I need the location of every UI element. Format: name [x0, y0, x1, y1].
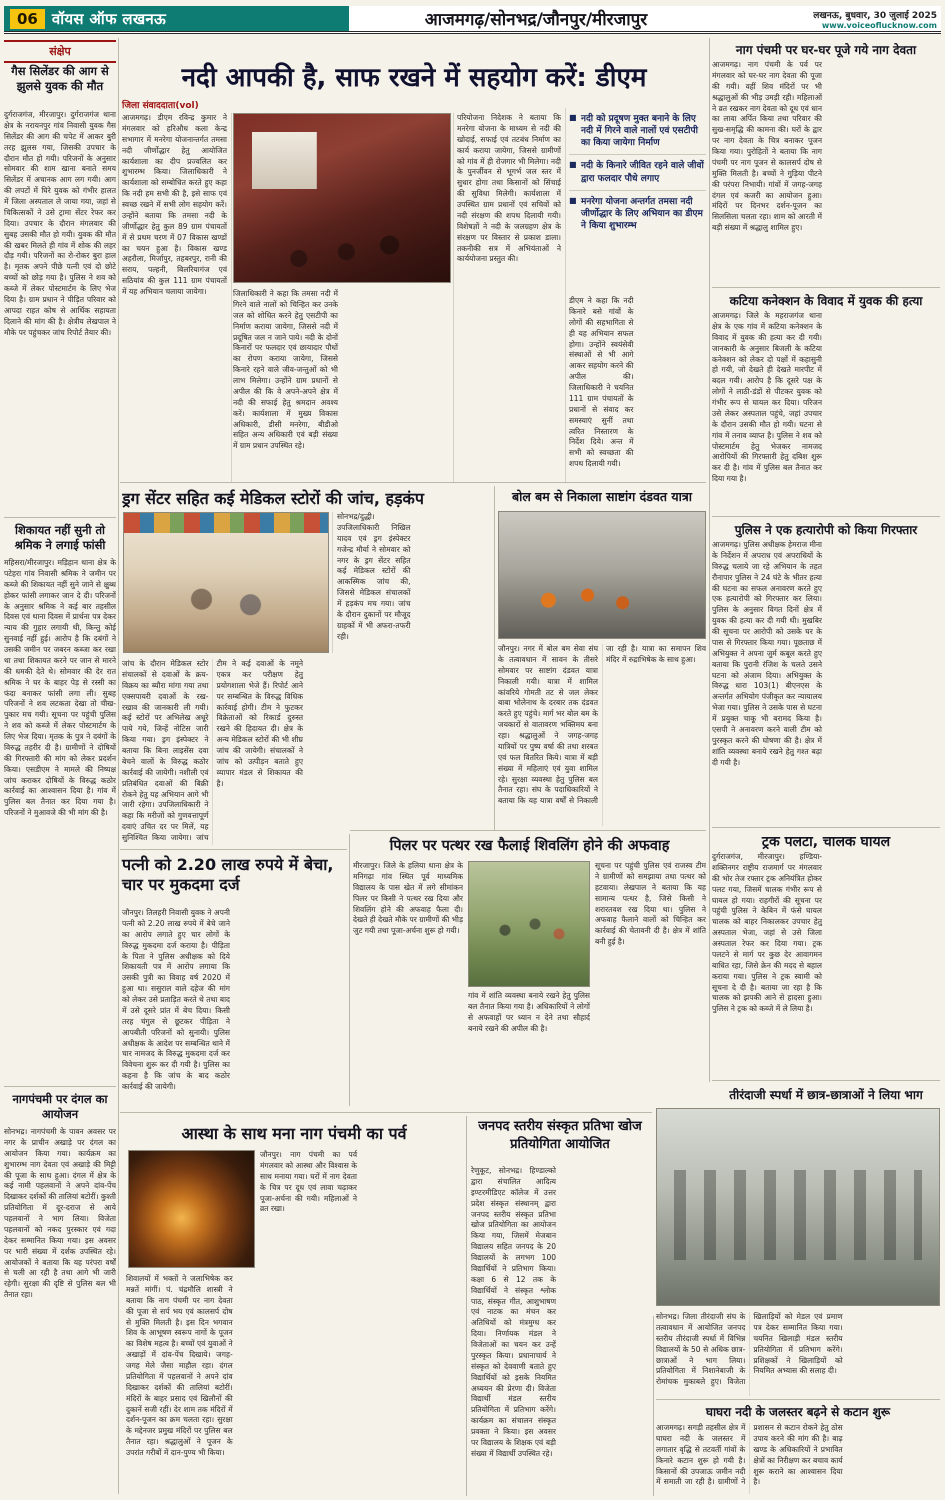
column-divider: [494, 486, 495, 830]
page-number: 06: [10, 9, 45, 29]
headline-katiya-murder: कटिया कनेक्शन के विवाद में युवक की हत्या: [729, 294, 923, 308]
headline-murder-arrest: पुलिस ने एक हत्यारोपी को किया गिरफ्तार: [734, 523, 918, 537]
headline-medical-raid: ड्रग सेंटर सहित कई मेडिकल स्टोरों की जांच, हड़कंप: [122, 489, 424, 508]
body-text: महिसरा/मीरजापुर। मड़िहान थाना क्षेत्र के पटेहरा गांव निवासी श्रमिक ने जमीन पर कब्जे की शिकायत नहीं सुने जाने से क्षुब्ध होकर फांसी लगाकर जान दे दी। परिजनों के अनुसार श्रमिक ने कई बार तहसील दिवस एवं थाना दिवस में प्रार्थना पत्र देकर न्याय की गुहार लगायी थी, किन्तु कोई सुनवाई नहीं हुई। आरोप है कि दबंगों ने उसकी जमीन पर जबरन कब्जा कर रखा था तथा शिकायत करने पर जान से मारने की धमकी देते थे। सोमवार की देर रात श्रमिक ने घर के बाहर पेड़ से रस्सी का फंदा बनाकर फांसी लगा ली। सुबह परिजनों ने शव लटकता देखा तो चीख-पुकार मच गयी। सूचना पर पहुंची पुलिस ने शव को कब्जे में लेकर पोस्टमार्टम के लिए भेज दिया। मृतक के पुत्र ने दबंगों के विरुद्ध तहरीर दी है। ग्रामीणों ने दोषियों की गिरफ्तारी की मांग को लेकर प्रदर्शन किया। एसडीएम ने मामले की निष्पक्ष जांच कराकर दोषियों के विरुद्ध कठोर कार्रवाई का आश्वासन दिया है। गांव में पुलिस बल तैनात कर दिया गया है। परिजनों ने मुआवजे की भी मांग की है।: [4, 558, 116, 818]
body-text: डीएम ने कहा कि नदी किनारे बसे गांवों के लोगों की सहभागिता से ही यह अभियान सफल होगा। उन्होंने स्वयंसेवी संस्थाओं से भी आगे आकर सहयोग करने की अपील की। जिलाधिकारी ने चयनित 111 ग्राम पंचायतों के प्रधानों से संवाद कर समस्याएं सुनीं तथा त्वरित निस्तारण के निर्देश दिये। अन्त में सभी को स्वच्छता की शपथ दिलायी गयी।: [569, 296, 634, 469]
column-divider: [709, 38, 710, 1082]
column-divider: [653, 1316, 654, 1496]
body-text: आजमगढ़। पुलिस अधीक्षक हेमराज मीना के निर्देशन में अपराध एवं अपराधियों के विरुद्ध चलाये जा रहे अभियान के तहत रौनापार पुलिस ने 24 घंटे के भीतर हत्या की घटना का सफल अनावरण करते हुए एक हत्यारोपी को गिरफ्तार कर लिया। पुलिस के अनुसार विगत दिनों क्षेत्र में युवक की हत्या कर दी गयी थी। मुखबिर की सूचना पर आरोपी को उसके घर के पास से गिरफ्तार किया गया। पूछताछ में अभियुक्त ने अपना जुर्म कबूल करते हुए बताया कि पुरानी रंजिश के चलते उसने घटना को अंजाम दिया। अभियुक्त के विरुद्ध धारा 103(1) बीएनएस के अन्तर्गत अभियोग पंजीकृत कर न्यायालय भेजा गया। पुलिस ने उसके पास से घटना में प्रयुक्त चाकू भी बरामद किया है। एसपी ने अनावरण करने वाली टीम को पुरस्कृत करने की घोषणा की है। क्षेत्र में शांति व्यवस्था बनाये रखने हेतु गश्त बढ़ा दी गयी है।: [712, 540, 822, 767]
bullet-item: ■ नदी के किनारे जीवित रहने वाले जीवों द्वारा फलदार पौधे लगाए: [569, 155, 706, 190]
body-text: आजमगढ़। जिले के महराजगंज थाना क्षेत्र के एक गांव में कटिया कनेक्शन के विवाद में युवक की हत्या कर दी गयी। जानकारी के अनुसार बिजली के कटिया कनेक्शन को लेकर दो पक्षों में कहासुनी हो गयी, जो देखते ही देखते मारपीट में बदल गयी। आरोप है कि दूसरे पक्ष के लोगों ने लाठी-डंडों से पीटकर युवक को गंभीर रूप से घायल कर दिया। परिजन उसे लेकर अस्पताल पहुंचे, जहां उपचार के दौरान उसकी मौत हो गयी। घटना से गांव में तनाव व्याप्त है। पुलिस ने शव को पोस्टमार्टम हेतु भेजकर नामजद आरोपियों की गिरफ्तारी हेतु दबिश शुरू कर दी है। गांव में पुलिस बल तैनात कर दिया गया है।: [712, 311, 822, 484]
headline-pillar-rumor: पिलर पर पत्थर रख फैलाई शिवलिंग होने की अफवाह: [389, 838, 670, 854]
section-divider: [712, 516, 940, 517]
section-divider: [656, 1399, 940, 1400]
website-link[interactable]: www.voiceoflucknow.com: [821, 20, 937, 30]
brief-section-label: संक्षेप: [4, 40, 116, 63]
body-text: सोनभद्र/दुद्धी। उपजिलाधिकारी निखिल यादव एवं ड्रग इंस्पेक्टर गजेन्द्र मौर्या ने सोमवार को नगर के ड्रग सेंटर सहित कई मेडिकल स्टोरों की आकस्मिक जांच की, जिससे मेडिकल संचालकों में हड़कंप मच गया। जांच के दौरान दुकानों पर मौजूद ग्राहकों में भी अफरा-तफरी रही।: [337, 512, 411, 641]
paper-name: वॉयस ऑफ लखनऊ: [51, 9, 167, 28]
body-text: सोनभद्र। जिला तीरंदाजी संघ के तत्वावधान में आयोजित जनपद स्तरीय तीरंदाजी स्पर्धा में विभिन्न विद्यालयों के 50 से अधिक छात्र-छात्राओं ने भाग लिया। प्रतियोगिता में निशानेबाजी के रोमांचक मुकाबले हुए। विजेता खिलाड़ियों को मेडल एवं प्रमाण पत्र देकर सम्मानित किया गया। चयनित खिलाड़ी मंडल स्तरीय प्रतियोगिता में प्रतिभाग करेंगे। प्रशिक्षकों ने खिलाड़ियों को नियमित अभ्यास की सलाह दी।: [656, 1312, 843, 1387]
edition-regions: आजमगढ़/सोनभद्र/जौनपुर/मीरजापुर: [424, 10, 648, 30]
column-divider: [349, 834, 350, 1106]
body-text: जिलाधिकारी ने कहा कि तमसा नदी में गिरने वाले नालों को चिन्हित कर उनके जल को शोधित करने हेतु एसटीपी का निर्माण कराया जायेगा, जिससे नदी में प्रदूषित जल न जाने पाये। नदी के दोनों किनारों पर फलदार एवं छायादार पौधों का रोपण कराया जायेगा, जिससे किनारे रहने वाले जीव-जन्तुओं को भी लाभ मिलेगा। उन्होंने ग्राम प्रधानों से अपील की कि वे अपने-अपने क्षेत्र में नदी की सफाई हेतु श्रमदान अवश्य करें। कार्यशाला में मुख्य विकास अधिकारी, डीसी मनरेगा, बीडीओ सहित अन्य अधिकारी एवं बड़ी संख्या में ग्राम प्रधान उपस्थित रहे।: [233, 289, 338, 451]
section-divider: [712, 287, 940, 288]
column-divider: [231, 113, 232, 482]
masthead-right: [723, 6, 941, 31]
medical-store-photo: [123, 512, 329, 653]
body-text: जांच के दौरान मेडिकल स्टोर संचालकों से दवाओं के क्रय-विक्रय का ब्यौरा मांगा गया तथा एक्सपायरी दवाओं के रख-रखाव की जानकारी ली गयी। कई स्टोरों पर अभिलेख अधूरे पाये गये, जिन्हें नोटिस जारी किया गया। ड्रग इंस्पेक्टर ने बताया कि बिना लाइसेंस दवा बेचने वालों के विरुद्ध कठोर कार्रवाई की जायेगी। नशीली एवं प्रतिबंधित दवाओं की बिक्री रोकने हेतु यह अभियान आगे भी जारी रहेगा। उपजिलाधिकारी ने कहा कि मरीजों को गुणवत्तापूर्ण दवाएं उचित दर पर मिलें, यह सुनिश्चित किया जायेगा। जांच टीम ने कई दवाओं के नमूने एकत्र कर परीक्षण हेतु प्रयोगशाला भेजे हैं। रिपोर्ट आने पर सम्बन्धित के विरुद्ध विधिक कार्रवाई होगी। टीम ने फुटकर विक्रेताओं को रिकार्ड दुरुस्त रखने की हिदायत दी। क्षेत्र के अन्य मेडिकल स्टोरों की भी शीघ्र जांच की जायेगी। संचालकों ने जांच को उत्पीड़न बताते हुए व्यापार मंडल से शिकायत की है।: [122, 659, 303, 842]
section-divider: [4, 517, 116, 518]
section-divider: [120, 849, 347, 850]
body-text: आजमगढ़। डीएम रविन्द्र कुमार ने मंगलवार को हरिऔध कला केन्द्र सभागार में मनरेगा योजनान्तर्गत तमसा नदी जीर्णोद्धार हेतु आयोजित कार्यशाला का दीप प्रज्वलित कर शुभारम्भ किया। जिलाधिकारी ने कार्यशाला को सम्बोधित करते हुए कहा कि नदी हम सभी की है, इसे साफ एवं स्वच्छ रखने में सभी लोग सहयोग करें। उन्होंने बताया कि तमसा नदी के जीर्णोद्धार हेतु कुल 89 ग्राम पंचायतों में से प्रथम चरण में 07 विकास खण्डों का चयन हुआ है। विकास खण्ड अहरौला, मिर्जापुर, तहबरपुर, रानी की सराय, पल्हनी, बिलरियागंज एवं सठियांव की कुल 111 ग्राम पंचायतों में यह अभियान चलाया जायेगा।: [122, 113, 227, 296]
archery-event-photo: [656, 1108, 940, 1306]
body-text: गांव में शांति व्यवस्था बनाये रखने हेतु पुलिस बल तैनात किया गया है। अधिकारियों ने लोगों से अफवाहों पर ध्यान न देने तथा सौहार्द बनाये रखने की अपील की है।: [468, 991, 590, 1033]
column-divider: [565, 108, 566, 482]
headline-bol-bam: बोल बम से निकाला साष्टांग दंडवत यात्रा: [511, 489, 693, 504]
headline-archery: तीरंदाजी स्पर्धा में छात्र-छात्राओं ने लिया भाग: [729, 1088, 923, 1102]
body-text: आजमगढ़। नाग पंचमी के पर्व पर मंगलवार को घर-घर नाग देवता की पूजा की गयी। वहीं शिव मंदिरों पर भी श्रद्धालुओं की भीड़ उमड़ी रही। महिलाओं ने व्रत रखकर नाग देवता को दूध एवं धान का लावा अर्पित किया तथा परिवार की सुख-समृद्धि की कामना की। घरों के द्वार पर नाग देवता के चित्र बनाकर पूजन किया गया। पुरोहितों ने बताया कि नाग पंचमी पर नाग पूजन से कालसर्प दोष से मुक्ति मिलती है। बच्चों ने गुड़िया पीटने की परंपरा निभायी। गांवों में जगह-जगह दंगल एवं कजरी का आयोजन हुआ। मंदिरों पर दिनभर दर्शन-पूजन का सिलसिला चलता रहा। शाम को आरती में बड़ी संख्या में श्रद्धालु शामिल हुए।: [712, 60, 822, 233]
bullet-item: ■ नदी को प्रदूषण मुक्त बनाने के लिए नदी में गिरने वाले नालों एवं एसटीपी का किया जायेगा निर्माण: [569, 108, 706, 155]
section-divider: [712, 1080, 940, 1081]
puja-ritual-photo: [128, 1150, 255, 1268]
body-text: जौनपुर। नगर में बोल बम सेवा संघ के तत्वावधान में सावन के तीसरे सोमवार पर साष्टांग दंडवत यात्रा निकाली गयी। यात्रा में शामिल कांवरिये गोमती तट से जल लेकर बाबा भोलेनाथ के दरबार तक दंडवत करते हुए पहुंचे। मार्ग भर बोल बम के जयकारों से वातावरण भक्तिमय बना रहा। श्रद्धालुओं ने जगह-जगह यात्रियों पर पुष्प वर्षा की तथा शरबत एवं फल वितरित किये। यात्रा में बड़ी संख्या में महिलाएं एवं युवा शामिल रहे। सुरक्षा व्यवस्था हेतु पुलिस बल तैनात रहा। संघ के पदाधिकारियों ने बताया कि यह यात्रा वर्षों से निकाली जा रही है। यात्रा का समापन शिव मंदिर में रुद्राभिषेक के साथ हुआ।: [498, 644, 706, 806]
headline-sanskrit-contest: जनपद स्तरीय संस्कृत प्रतिभा खोज प्रतियोगिता आयोजित: [478, 1119, 642, 1152]
headline-dm-river: नदी आपकी है, साफ रखने में सहयोग करें: डीएम: [181, 63, 647, 93]
byline: जिला संवाददाता(vol): [122, 101, 199, 111]
body-text: मीरजापुर। जिले के हलिया थाना क्षेत्र के मनिगढ़ा गांव स्थित पूर्व माध्यमिक विद्यालय के पास खेत में लगे सीमांकन पिलर पर किसी ने पत्थर रख दिया और शिवलिंग होने की अफवाह फैला दी। देखते ही देखते मौके पर ग्रामीणों की भीड़ जुट गयी तथा पूजा-अर्चना शुरू हो गयी।: [353, 861, 463, 936]
body-text: दुर्गराजगंज, मीरजापुर। हण्डिया-शक्तिनगर राष्ट्रीय राजमार्ग पर मंगलवार की भोर तेज रफ्तार ट्रक अनियंत्रित होकर पलट गया, जिसमें चालक गंभीर रूप से घायल हो गया। राहगीरों की सूचना पर पहुंची पुलिस ने केबिन में फंसे घायल चालक को बाहर निकालकर उपचार हेतु अस्पताल भेजा, जहां से उसे जिला अस्पताल रेफर कर दिया गया। ट्रक पलटने से मार्ग पर कुछ देर आवागमन बाधित रहा, जिसे क्रेन की मदद से बहाल कराया गया। पुलिस ने ट्रक स्वामी को सूचना दे दी है। बताया जा रहा है कि चालक को झपकी आने से हादसा हुआ। पुलिस ने ट्रक को कब्जे में ले लिया है।: [712, 852, 822, 1014]
column-divider: [118, 38, 119, 1494]
body-text: सूचना पर पहुंची पुलिस एवं राजस्व टीम ने ग्रामीणों को समझाया तथा पत्थर को हटवाया। लेखपाल ने बताया कि यह सामान्य पत्थर है, जिसे किसी ने शरारतवश रख दिया था। पुलिस ने अफवाह फैलाने वालों को चिन्हित कर कार्रवाई की चेतावनी दी है। क्षेत्र में शांति बनी हुई है।: [595, 861, 706, 947]
headline-complaint-suicide: शिकायत नहीं सुनी तो श्रमिक ने लगाई फांसी: [14, 523, 106, 552]
body-text: सोनभद्र। नागपंचमी के पावन अवसर पर नगर के प्राचीन अखाड़े पर दंगल का आयोजन किया गया। कार्यक्रम का शुभारम्भ नाग देवता एवं अखाड़े की मिट्टी की पूजा के साथ हुआ। दंगल में क्षेत्र के कई नामी पहलवानों ने अपने दांव-पेंच दिखाकर दर्शकों की तालियां बटोरीं। कुश्ती प्रतियोगिता में दूर-दराज से आये पहलवानों ने भाग लिया। विजेता पहलवानों को नकद पुरस्कार एवं गदा देकर सम्मानित किया गया। इस अवसर पर भारी संख्या में दर्शक उपस्थित रहे। आयोजकों ने बताया कि यह परंपरा वर्षों से चली आ रही है तथा आगे भी जारी रहेगी। सुरक्षा की दृष्टि से पुलिस बल भी तैनात रहा।: [4, 1127, 116, 1300]
body-text: जौनपुर। तिलहरी निवासी युवक ने अपनी पत्नी को 2.20 लाख रुपये में बेचे जाने का आरोप लगाते हुए चार लोगों के विरुद्ध मुकदमा दर्ज कराया है। पीड़िता के पिता ने पुलिस अधीक्षक को दिये शिकायती पत्र में आरोप लगाया कि उसकी पुत्री का विवाह वर्ष 2020 में हुआ था। ससुराल वाले दहेज की मांग को लेकर उसे प्रताड़ित करते थे तथा बाद में उसे दूसरे प्रांत में बेच दिया। किसी तरह चंगुल से छूटकर पीड़िता ने आपबीती परिजनों को सुनायी। पुलिस अधीक्षक के आदेश पर सम्बन्धित थाने में चार नामजद के विरुद्ध मुकदमा दर्ज कर विवेचना शुरू कर दी गयी है। पुलिस का कहना है कि जांच के बाद कठोर कार्रवाई की जायेगी।: [122, 908, 230, 1091]
headline-aastha: आस्था के साथ मना नाग पंचमी का पर्व: [181, 1124, 407, 1143]
section-divider: [712, 827, 940, 828]
body-text: जौनपुर। नाग पंचमी का पर्व मंगलवार को आस्था और विश्वास के साथ मनाया गया। घरों में नाग देवता के चित्र पर दूध एवं लावा चढ़ाकर पूजा-अर्चना की गयी। महिलाओं ने व्रत रखा।: [260, 1150, 357, 1214]
highlight-bullets: [569, 108, 706, 292]
dm-workshop-photo: [233, 113, 451, 283]
headline-gas-cylinder-death: गैस सिलेंडर की आग से झुलसे युवक की मौत: [11, 64, 109, 93]
headline-truck-overturn: ट्रक पलटा, चालक घायल: [761, 834, 891, 850]
section-divider: [120, 1112, 652, 1113]
dateline: लखनऊ, बुधवार, 30 जुलाई 2025: [813, 10, 937, 21]
section-divider: [120, 482, 706, 483]
masthead: [4, 6, 941, 34]
column-divider: [332, 512, 333, 653]
headline-ghaghra-erosion: घाघरा नदी के जलस्तर बढ़ने से कटान शुरू: [705, 1405, 891, 1419]
body-text: दुर्गराजगंज, मीरजापुर। दुर्गराजगंज थाना क्षेत्र के नरायनपुर गांव निवासी युवक गैस सिलेंडर की आग की चपेट में आकर बुरी तरह झुलस गया, जिसकी उपचार के दौरान मौत हो गयी। परिजनों के अनुसार सोमवार की शाम खाना बनाते समय सिलेंडर में अचानक आग लग गयी। आग की लपटों में घिरे युवक को गंभीर हालत में जिला अस्पताल ले जाया गया, जहां से चिकित्सकों ने उसे ट्रामा सेंटर रेफर कर दिया। उपचार के दौरान मंगलवार की सुबह उसकी मौत हो गयी। युवक की मौत की खबर मिलते ही गांव में शोक की लहर दौड़ गयी। परिजनों का रो-रोकर बुरा हाल है। मृतक अपने पीछे पत्नी एवं दो छोटे बच्चों को छोड़ गया है। पुलिस ने शव को कब्जे में लेकर पोस्टमार्टम के लिए भेज दिया है। ग्राम प्रधान ने पीड़ित परिवार को आपदा राहत कोष से आर्थिक सहायता दिलाने की मांग की है। क्षेत्रीय लेखपाल ने मौके पर पहुंचकर जांच रिपोर्ट तैयार की।: [4, 110, 116, 337]
body-text: परियोजना निदेशक ने बताया कि मनरेगा योजना के माध्यम से नदी की खोदाई, सफाई एवं तटबंध निर्माण का कार्य कराया जायेगा, जिससे ग्रामीणों को गांव में ही रोजगार भी मिलेगा। नदी के पुनर्जीवन से भूगर्भ जल स्तर में सुधार होगा तथा किसानों को सिंचाई की सुविधा मिलेगी। कार्यशाला में उपस्थित ग्राम प्रधानों एवं सचिवों को नदी संरक्षण की शपथ दिलायी गयी। विशेषज्ञों ने नदी के जलग्रहण क्षेत्र के संरक्षण पर विस्तार से प्रकाश डाला। तकनीकी सत्र में अभियंताओं ने कार्ययोजना प्रस्तुत की।: [457, 113, 561, 264]
field-pillar-photo: [468, 861, 590, 987]
column-divider: [453, 113, 454, 482]
body-text: शिवालयों में भक्तों ने जलाभिषेक कर मन्नतें मांगीं। पं. चंद्रमौलि शास्त्री ने बताया कि नाग पंचमी पर नाग देवता की पूजा से सर्प भय एवं कालसर्प दोष से मुक्ति मिलती है। इस दिन भगवान शिव के आभूषण स्वरूप नागों के पूजन का विशेष महत्व है। बच्चों एवं युवाओं ने अखाड़ों में दांव-पेंच दिखाये। जगह-जगह मेले जैसा माहौल रहा। दंगल प्रतियोगिता में पहलवानों ने अपने दांव दिखाकर दर्शकों की तालियां बटोरीं। मंदिरों के बाहर प्रसाद एवं खिलौनों की दुकानें सजी रहीं। देर शाम तक मंदिरों में दर्शन-पूजन का क्रम चलता रहा। सुरक्षा के मद्देनजर प्रमुख मंदिरों पर पुलिस बल तैनात रहा। श्रद्धालुओं ने पूजन के उपरांत गरीबों में दान-पुण्य भी किया।: [126, 1274, 233, 1457]
dandavat-yatra-photo: [498, 511, 706, 639]
column-divider: [466, 1116, 467, 1496]
headline-nagpanchami-dangal: नागपंचमी पर दंगल का आयोजन: [12, 1092, 108, 1121]
body-text: आजमगढ़। सगड़ी तहसील क्षेत्र में घाघरा नदी के जलस्तर में लगातार वृद्धि से तटवर्ती गांवों के किनारे कटान शुरू हो गयी है। किसानों की उपजाऊ जमीन नदी में समाती जा रही है। ग्रामीणों ने प्रशासन से कटान रोकने हेतु ठोस उपाय करने की मांग की है। बाढ़ खण्ड के अधिकारियों ने प्रभावित क्षेत्रों का निरीक्षण कर बचाव कार्य शुरू कराने का आश्वासन दिया है।: [656, 1423, 843, 1487]
headline-wife-sold: पत्नी को 2.20 लाख रुपये में बेचा, चार पर मुकदमा दर्ज: [122, 855, 334, 894]
body-text: रेणुकूट, सोनभद्र। हिण्डाल्को द्वारा संचालित आदित्य इण्टरमीडिएट कॉलेज में उत्तर प्रदेश संस्कृत संस्थानम् द्वारा जनपद स्तरीय संस्कृत प्रतिभा खोज प्रतियोगिता का आयोजन किया गया, जिसमें मेजबान विद्यालय सहित जनपद के 20 विद्यालयों के लगभग 100 विद्यार्थियों ने प्रतिभाग किया। कक्षा 6 से 12 तक के विद्यार्थियों ने संस्कृत श्लोक पाठ, संस्कृत गीत, आशुभाषण एवं नाटक का मंचन कर अतिथियों को मंत्रमुग्ध कर दिया। निर्णायक मंडल ने विजेताओं का चयन कर उन्हें पुरस्कृत किया। प्रधानाचार्य ने संस्कृत को देववाणी बताते हुए विद्यार्थियों को इसके नियमित अध्ययन की प्रेरणा दी। विजेता विद्यार्थी मंडल स्तरीय प्रतियोगिता में प्रतिभाग करेंगे। कार्यक्रम का संचालन संस्कृत प्रवक्ता ने किया। इस अवसर पर विद्यालय के शिक्षक एवं बड़ी संख्या में विद्यार्थी उपस्थित रहे।: [471, 1166, 556, 1458]
section-divider: [4, 1086, 116, 1087]
bullet-item: ■ मनरेगा योजना अन्तर्गत तमसा नदी जीर्णोद्धार के लिए अभियान का डीएम ने किया शुभारम्भ: [569, 191, 706, 237]
headline-nag-devta: नाग पंचमी पर घर-घर पूजे गये नाग देवता: [735, 43, 917, 57]
masthead-left: [4, 6, 349, 31]
